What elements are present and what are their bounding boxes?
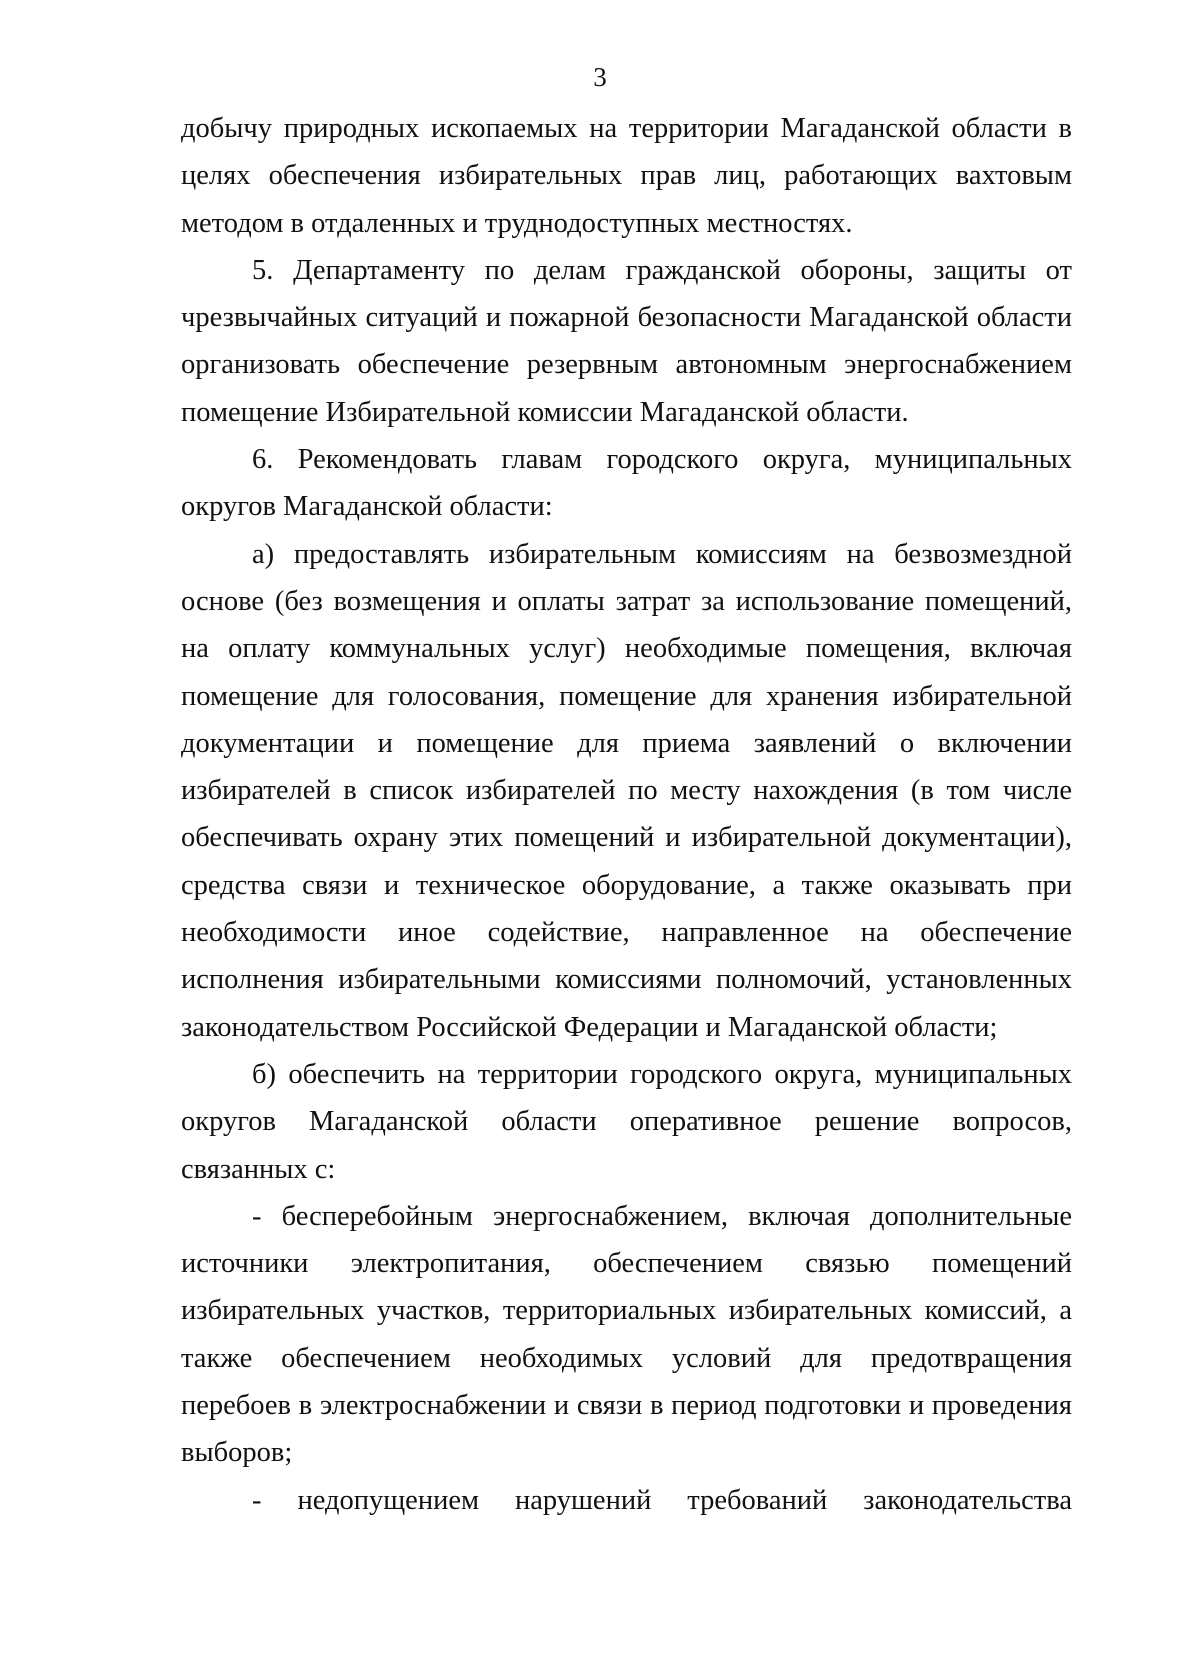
paragraph-dash-item-1: - бесперебойным энергоснабжением, включая дополнительные источники электропитания, обеспечением связью помещений избирательных участков, территориальных избирательных комиссий, а также обеспечением необходимых условий для предотвращения перебоев в электроснабжении и связи в период подготовки и проведения выборов; <box>181 1200 1072 1469</box>
paragraph-item-5: 5. Департаменту по делам гражданской обороны, защиты от чрезвычайных ситуаций и пожарной безопасности Магаданской области организовать обеспечение резервным автономным энергоснабжением помещение Избирательной комиссии Магаданской области. <box>181 254 1072 428</box>
paragraph-item-6a: а) предоставлять избирательным комиссиям на безвозмездной основе (без возмещения и оплаты затрат за использование помещений, на оплату коммунальных услуг) необходимые помещения, включая помещение для голосования, помещение для хранения избирательной документации и помещение для приема заявлений о включении избирателей в список избирателей по месту нахождения (в том числе обеспечивать охрану этих помещений и избирательной документации), средства связи и техническое оборудование, а также оказывать при необходимости иное содействие, направленное на обеспечение исполнения избирательными комиссиями полномочий, установленных законодательством Российской Федерации и Магаданской области; <box>181 538 1072 1043</box>
paragraph-item-6b: б) обеспечить на территории городского округа, муниципальных округов Магаданской области оперативное решение вопросов, связанных с: <box>181 1058 1072 1185</box>
paragraph-dash-item-2: - недопущением нарушений требований законодательства <box>252 1484 1072 1516</box>
paragraph-item-6: 6. Рекомендовать главам городского округа, муниципальных округов Магаданской области: <box>181 444 1072 523</box>
document-body <box>181 105 1072 1524</box>
paragraph-continuation: добычу природных ископаемых на территории Магаданской области в целях обеспечения избирательных прав лиц, работающих вахтовым методом в отдаленных и труднодоступных местностях. <box>181 113 1072 239</box>
page-number: 3 <box>593 62 607 92</box>
